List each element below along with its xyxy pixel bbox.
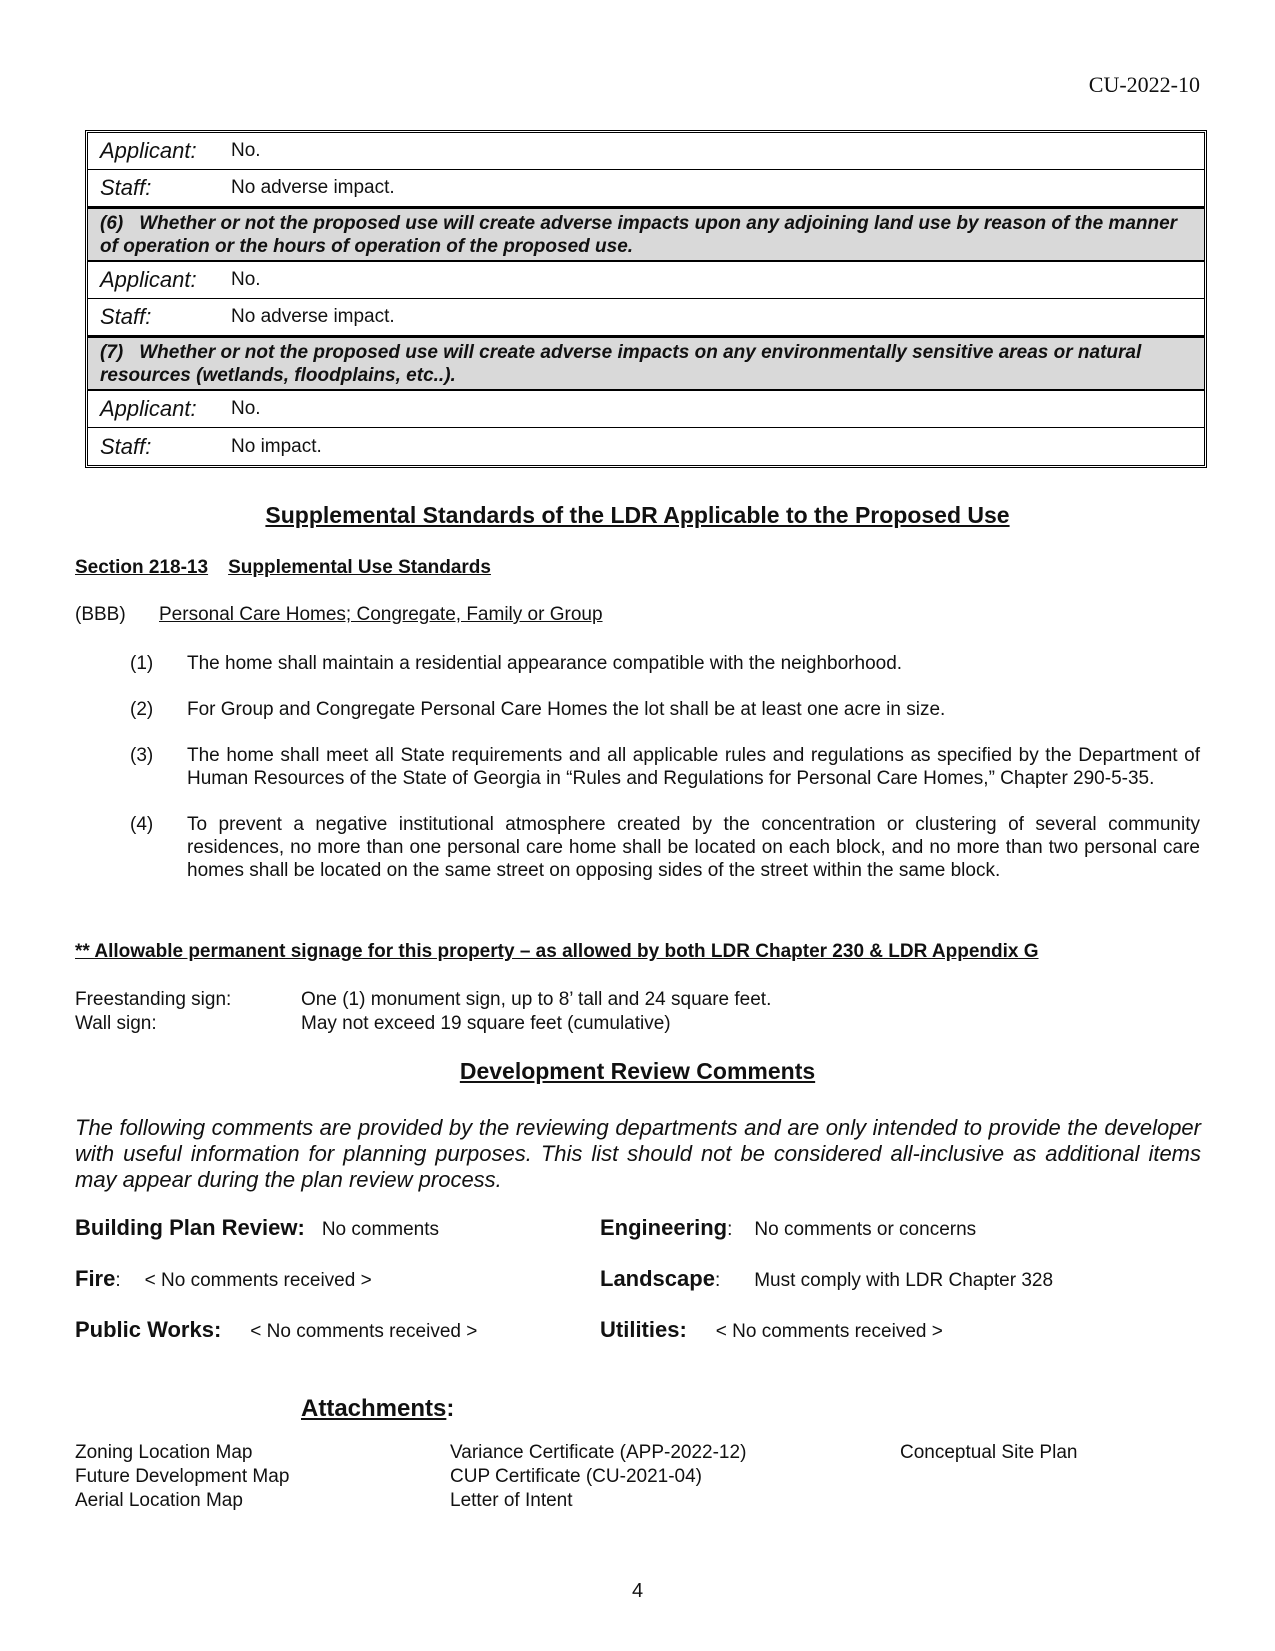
list-item [130,652,1200,675]
dept-comment: Must comply with LDR Chapter 328 [754,1270,1054,1291]
section-title: Supplemental Use Standards [228,557,491,578]
standards-list [130,652,1200,905]
case-number: CU-2022-10 [1088,72,1200,97]
dept-comment: < No comments received > [144,1270,372,1291]
dept-label: Engineering [600,1215,728,1240]
utilities-review [600,1317,943,1343]
category-title: Personal Care Homes; Congregate, Family or Group [159,604,603,625]
criterion-7-question [88,336,1204,391]
attachment-item: Zoning Location Map [75,1442,253,1463]
attachment-item: Future Development Map [75,1466,290,1487]
signage-heading: ** Allowable permanent signage for this property – as allowed by both LDR Chapter 230 & LDR Appendix G [75,941,1039,962]
attachment-item: Aerial Location Map [75,1490,243,1511]
staff-row [88,170,1204,207]
section-code: Section 218-13 [75,557,209,578]
staff-row [88,428,1204,465]
signage-value: May not exceed 19 square feet (cumulative) [301,1013,671,1034]
category-code: (BBB) [75,604,126,625]
item-text: For Group and Congregate Personal Care Homes the lot shall be at least one acre in size. [187,699,946,720]
dept-sep: : [115,1270,121,1291]
item-number: (2) [130,699,154,720]
attachment-item: Variance Certificate (APP-2022-12) [450,1442,747,1463]
dept-label: Landscape [600,1266,715,1291]
respondent-label: Applicant: [100,396,197,421]
attachments-column-3 [900,1441,1077,1465]
signage-label: Wall sign: [75,1013,157,1034]
review-intro: The following comments are provided by the reviewing departments and are only intended to provide the developer with useful information for planning purposes. This list should not be considered all-inclusive as additional items may appear during the plan review process. [75,1115,1201,1192]
applicant-row [88,391,1204,428]
respondent-label: Staff: [100,175,152,200]
respondent-label: Applicant: [100,138,197,163]
response-text: No. [231,140,261,161]
staff-row [88,299,1204,336]
criterion-text: Whether or not the proposed use will create adverse impacts on any environmentally sensitive areas or natural resources (wetlands, floodplains, etc..). [100,342,1142,386]
response-text: No. [231,269,261,290]
supplemental-heading: Supplemental Standards of the LDR Applicable to the Proposed Use [265,502,1010,528]
item-number: (3) [130,745,154,766]
section-heading [75,557,491,579]
page-number: 4 [631,1580,644,1602]
applicant-row [88,133,1204,170]
attachment-item: Conceptual Site Plan [900,1442,1078,1463]
attachment-item: CUP Certificate (CU-2021-04) [450,1466,703,1487]
attachments-colon: : [446,1395,455,1422]
dept-comment: < No comments received > [250,1321,478,1342]
dept-label: Public Works: [75,1317,222,1342]
list-item [130,744,1200,790]
response-text: No. [231,398,261,419]
item-text: The home shall meet all State requirements and all applicable rules and regulations as specified by the Department of Human Resources of the State of Georgia in “Rules and Regulations for Personal Care Homes,” Chapter 290-5-35. [187,745,1200,789]
public-works-review [75,1317,477,1343]
review-heading: Development Review Comments [459,1058,816,1084]
criterion-6-question [88,207,1204,262]
item-text: To prevent a negative institutional atmosphere created by the concentration or clustering of several community residences, no more than one personal care home shall be located on each block, and no more than two personal care homes shall be located on the same street on opposing sides of the street within the same block. [187,814,1200,881]
item-number: (1) [130,653,154,674]
attachments-column-1 [75,1441,289,1513]
dept-comment: < No comments received > [715,1321,943,1342]
dept-comment: No comments [321,1219,440,1240]
criterion-number: (6) [100,213,124,234]
signage-row [75,988,771,1012]
building-review [75,1215,439,1241]
signage-label: Freestanding sign: [75,989,232,1010]
respondent-label: Staff: [100,433,152,459]
attachments-title: Attachments [301,1395,447,1422]
applicant-row [88,262,1204,299]
dept-sep: : [714,1270,721,1291]
attachments-heading [301,1395,454,1423]
response-text: No adverse impact. [231,306,395,327]
attachments-column-2 [450,1441,746,1513]
response-text: No adverse impact. [231,177,395,198]
response-text: No impact. [231,435,322,457]
dept-label: Fire [75,1266,116,1291]
signage-list [75,988,771,1036]
dept-sep: : [727,1219,733,1240]
category-line [75,604,603,626]
criterion-number: (7) [100,342,124,363]
dept-comment: No comments or concerns [754,1219,977,1240]
list-item [130,813,1200,882]
criteria-table [85,130,1207,468]
list-item [130,698,1200,721]
item-text: The home shall maintain a residential appearance compatible with the neighborhood. [187,653,903,674]
signage-row [75,1012,771,1036]
attachment-item: Letter of Intent [450,1490,573,1511]
engineering-review [600,1215,976,1241]
dept-label: Utilities: [600,1317,687,1342]
respondent-label: Applicant: [100,267,197,292]
fire-review [75,1266,372,1292]
criterion-text: Whether or not the proposed use will create adverse impacts upon any adjoining land use by reason of the manner of operation or the hours of operation of the proposed use. [100,213,1178,257]
item-number: (4) [130,814,154,835]
dept-label: Building Plan Review: [75,1215,305,1240]
signage-value: One (1) monument sign, up to 8’ tall and 24 square feet. [301,989,772,1010]
respondent-label: Staff: [100,304,152,329]
landscape-review [600,1266,1053,1292]
